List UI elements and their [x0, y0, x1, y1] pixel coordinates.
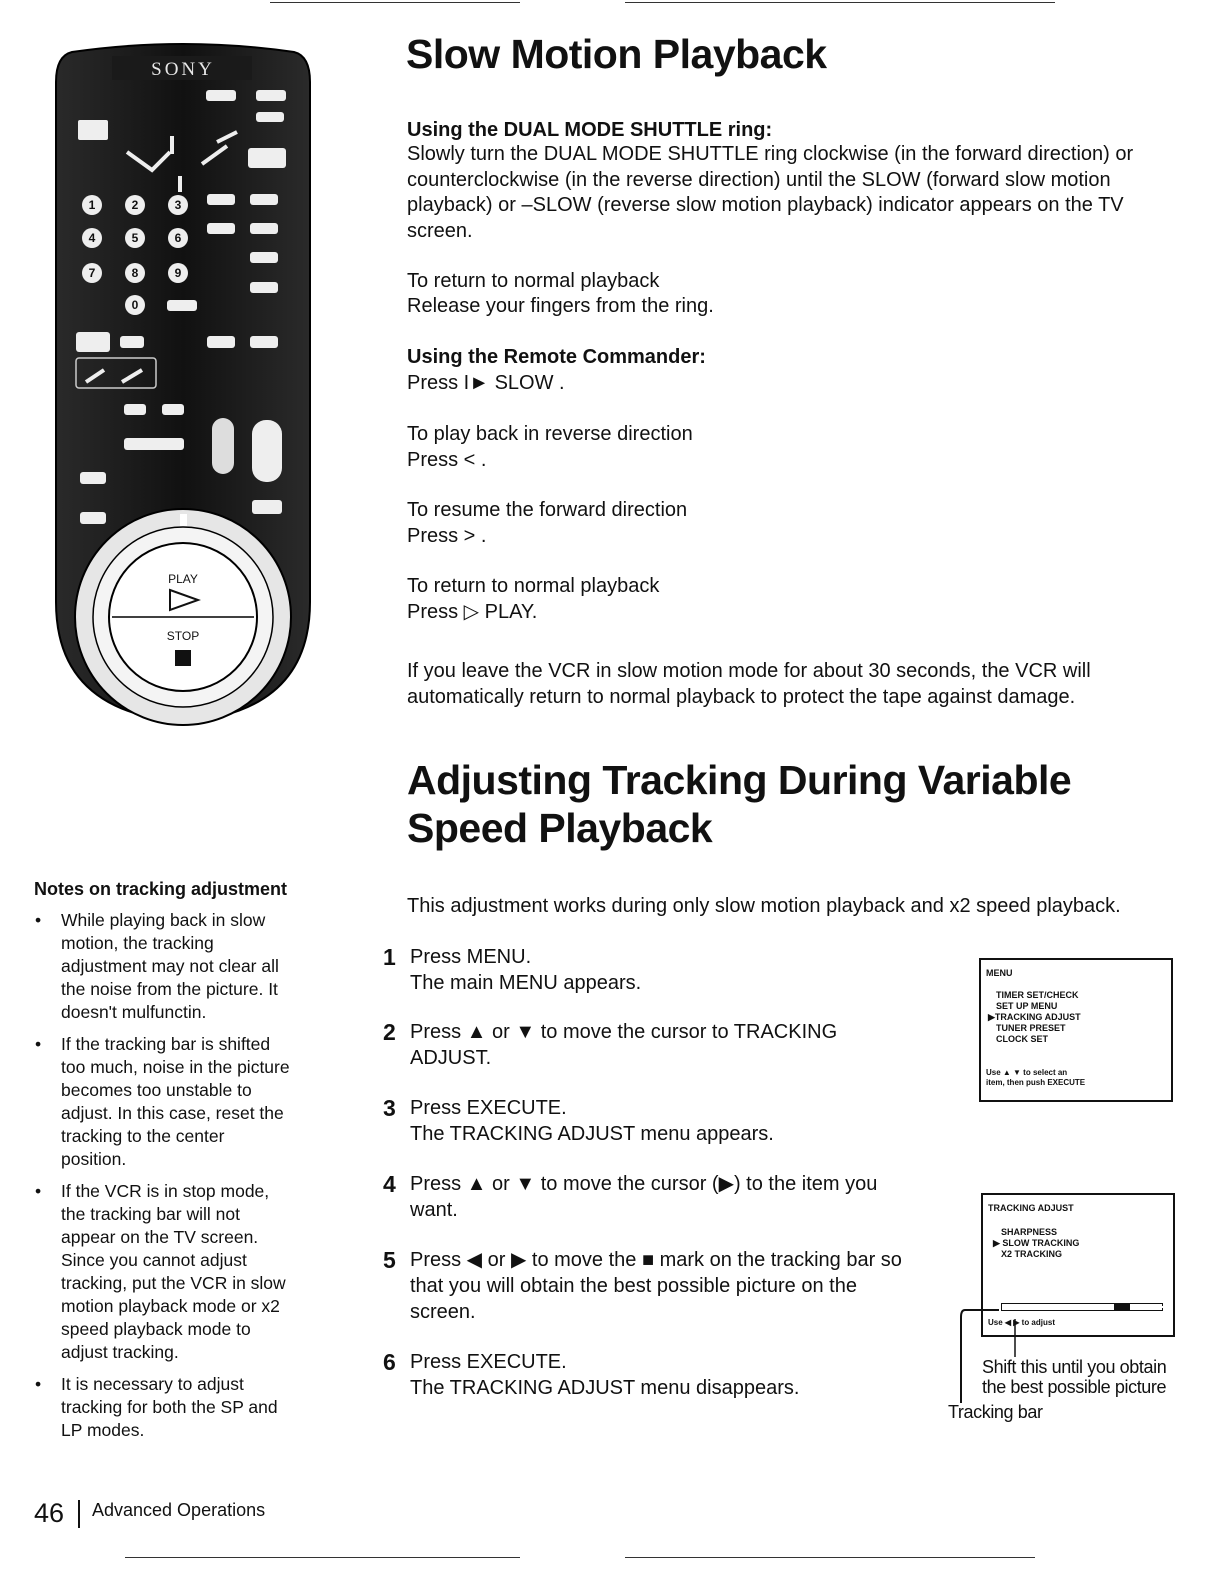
note-line: Since you cannot adjust: [61, 1250, 247, 1270]
note-line: adjust tracking.: [61, 1342, 179, 1362]
notes-title: Notes on tracking adjustment: [34, 879, 288, 899]
note-line: • If the tracking bar is shifted: [61, 1034, 271, 1054]
note-line: LP modes.: [61, 1420, 145, 1440]
slow-motion-title: Slow Motion Playback: [406, 31, 827, 77]
reverse-text: Press < .: [407, 449, 487, 471]
note-line: tracking to the center: [61, 1126, 225, 1146]
step-line: The main MENU appears.: [410, 972, 642, 994]
notes-sidebar: [34, 879, 324, 1451]
svg-text:6: 6: [174, 231, 182, 245]
menu-screen-item: TIMER SET/CHECK: [996, 990, 1079, 1000]
adjust-screen-item: SHARPNESS: [1001, 1227, 1058, 1237]
menu-screen-hint: item, then push EXECUTE: [986, 1078, 1086, 1087]
note-item: [34, 909, 324, 1024]
note-line: speed playback mode to: [61, 1319, 251, 1339]
stop-label: STOP: [166, 629, 200, 643]
note-line: doesn't mulfunctin.: [61, 1002, 207, 1022]
step-line: Press EXECUTE.: [410, 1097, 567, 1119]
remote-commander-illustration: [52, 42, 314, 726]
step-number: 2: [383, 1019, 396, 1045]
tracking-bar-label: Tracking bar: [948, 1402, 1043, 1422]
svg-text:7: 7: [88, 266, 96, 280]
step-line: Press ▲ or ▼ to move the cursor (▶) to the item you: [410, 1173, 878, 1195]
menu-screen-item: CLOCK SET: [996, 1034, 1049, 1044]
menu-screen-title: MENU: [986, 968, 1013, 978]
step-line: want.: [410, 1199, 458, 1221]
menu-screen: [979, 958, 1173, 1102]
tracking-title-line: Adjusting Tracking During Variable: [407, 757, 1072, 803]
note-item: [34, 1180, 324, 1364]
return-play-title: To return to normal playback: [407, 575, 660, 597]
note-line: motion, the tracking: [61, 933, 214, 953]
menu-screen-item: ▶TRACKING ADJUST: [988, 1012, 1081, 1022]
adjust-screen-item: X2 TRACKING: [1001, 1249, 1063, 1259]
step-line: that you will obtain the best possible picture on the: [410, 1275, 857, 1297]
step-number: 1: [383, 944, 396, 970]
adjust-screen-hint: Use ◀ ▶ to adjust: [988, 1318, 1055, 1327]
callout-line: the best possible picture: [982, 1377, 1167, 1397]
reverse-title: To play back in reverse direction: [407, 423, 693, 445]
footer-section: Advanced Operations: [92, 1500, 266, 1520]
note-line: becomes too unstable to: [61, 1080, 252, 1100]
callout-text: [982, 1357, 1166, 1397]
adjust-screen-item: ▶ SLOW TRACKING: [993, 1238, 1080, 1248]
tv-vtr-button: [256, 90, 286, 101]
step-line: Press ◀ or ▶ to move the ■ mark on the tracking bar so: [410, 1249, 902, 1271]
adjust-screen-title: TRACKING ADJUST: [988, 1203, 1074, 1213]
note-line: motion playback mode or x2: [61, 1296, 280, 1316]
menu-screen-item: SET UP MENU: [996, 1001, 1058, 1011]
remote-commander-text: Press I► SLOW .: [407, 372, 565, 394]
step-number: 4: [383, 1171, 396, 1197]
svg-text:9: 9: [174, 266, 182, 280]
shuttle-heading: Using the DUAL MODE SHUTTLE ring:: [407, 119, 773, 141]
return-normal-title: To return to normal playback: [407, 270, 660, 292]
svg-text:2: 2: [131, 198, 139, 212]
note-line: position.: [61, 1149, 127, 1169]
menu-screen-hint: Use ▲ ▼ to select an: [986, 1068, 1068, 1077]
shuttle-text-line: Slowly turn the DUAL MODE SHUTTLE ring clockwise (in the forward direction) or: [407, 143, 1134, 165]
resume-text: Press > .: [407, 525, 487, 547]
tracking-title: [407, 756, 1071, 852]
menu-button: [78, 120, 108, 140]
execute-button: [248, 148, 286, 168]
power-button: [206, 90, 236, 101]
step-line: Press MENU.: [410, 946, 532, 968]
note-line: • It is necessary to adjust: [61, 1374, 244, 1394]
note-line: tracking, put the VCR in slow: [61, 1273, 286, 1293]
step-line: The TRACKING ADJUST menu appears.: [410, 1123, 774, 1145]
step-number: 5: [383, 1247, 396, 1273]
warning-line: If you leave the VCR in slow motion mode for about 30 seconds, the VCR will: [407, 660, 1091, 682]
step-line: screen.: [410, 1301, 476, 1323]
remote-brand-logo: SONY: [151, 59, 215, 80]
step-number: 3: [383, 1095, 396, 1121]
callout-line: Shift this until you obtain: [982, 1357, 1167, 1377]
play-label: PLAY: [168, 572, 198, 586]
top-rule-right: [625, 2, 1055, 3]
shuttle-text-line: counterclockwise (in the reverse direction) until the SLOW (forward slow motion: [407, 169, 1111, 191]
note-line: adjust. In this case, reset the: [61, 1103, 284, 1123]
svg-text:5: 5: [131, 231, 139, 245]
svg-text:8: 8: [131, 266, 139, 280]
svg-text:3: 3: [174, 198, 182, 212]
note-line: the tracking bar will not: [61, 1204, 240, 1224]
shuttle-text-line: playback) or –SLOW (reverse slow motion playback) indicator appears on the TV: [407, 194, 1124, 216]
warning-line: automatically return to normal playback to protect the tape against damage.: [407, 686, 1076, 708]
step-number: 6: [383, 1349, 396, 1375]
step-line: ADJUST.: [410, 1047, 492, 1069]
footer-divider: [78, 1500, 80, 1528]
tracking-title-line: Speed Playback: [407, 805, 713, 851]
resume-title: To resume the forward direction: [407, 499, 688, 521]
note-line: appear on the TV screen.: [61, 1227, 259, 1247]
note-line: the noise from the picture. It: [61, 979, 278, 999]
note-item: [34, 1373, 324, 1442]
note-line: too much, noise in the picture: [61, 1057, 290, 1077]
bottom-rule-right: [625, 1557, 1035, 1558]
svg-text:1: 1: [88, 198, 96, 212]
top-rule-left: [270, 2, 520, 3]
bottom-rule-left: [125, 1557, 520, 1558]
svg-text:0: 0: [131, 298, 139, 312]
note-line: • While playing back in slow: [61, 910, 266, 930]
svg-text:4: 4: [88, 231, 96, 245]
tracking-bar-marker: [1114, 1303, 1130, 1311]
step-line: Press EXECUTE.: [410, 1351, 567, 1373]
page-number: 46: [34, 1498, 65, 1528]
step-line: Press ▲ or ▼ to move the cursor to TRACKING: [410, 1021, 838, 1043]
tracking-intro: This adjustment works during only slow motion playback and x2 speed playback.: [407, 895, 1121, 917]
note-line: • If the VCR is in stop mode,: [61, 1181, 270, 1201]
note-line: adjustment may not clear all: [61, 956, 279, 976]
slow-button: [76, 332, 110, 352]
menu-screen-item: TUNER PRESET: [996, 1023, 1066, 1033]
step-line: The TRACKING ADJUST menu disappears.: [410, 1377, 800, 1399]
remote-commander-heading: Using the Remote Commander:: [407, 346, 706, 368]
return-play-text: Press ▷ PLAY.: [407, 601, 538, 623]
shuttle-text-line: screen.: [407, 220, 473, 242]
dual-mode-shuttle-ring: [75, 509, 291, 725]
note-item: [34, 1033, 324, 1171]
note-line: tracking for both the SP and: [61, 1397, 278, 1417]
return-normal-text: Release your fingers from the ring.: [407, 295, 714, 317]
